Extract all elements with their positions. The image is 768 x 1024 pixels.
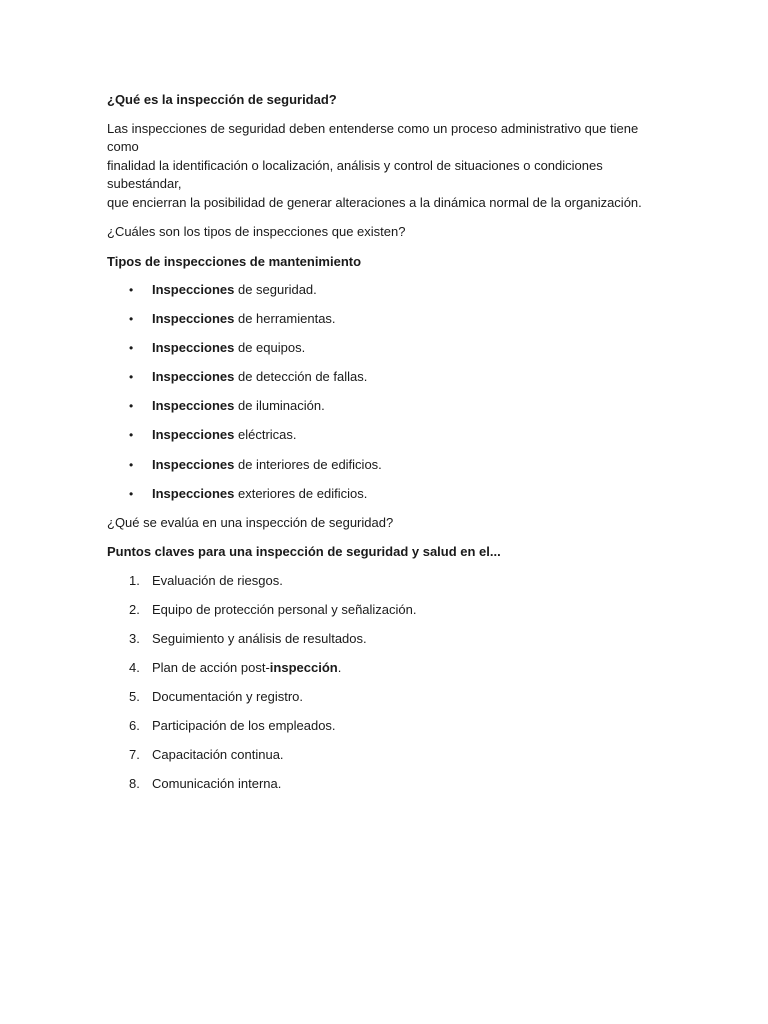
list-item (107, 659, 667, 678)
bullet-icon: • (129, 399, 134, 414)
intro-line: finalidad la identificación o localización, análisis y control de situaciones o condiciones subestándar, (107, 157, 603, 191)
item-bold: inspección (269, 660, 338, 676)
key-points-list (107, 572, 667, 794)
item-text: Seguimiento y análisis de resultados. (152, 630, 367, 646)
list-item (107, 601, 667, 620)
bullet-icon: • (129, 341, 134, 356)
item-number: 7. (129, 747, 140, 763)
item-text: Documentación y registro. (152, 689, 304, 705)
item-text: de detección de fallas. (234, 369, 368, 385)
item-bold: Inspecciones (152, 282, 235, 297)
item-text: de seguridad. (234, 282, 317, 297)
key-points-heading: Puntos claves para una inspección de seguridad y salud en el... (107, 544, 501, 560)
item-text-after: . (337, 660, 342, 676)
list-item (107, 426, 667, 445)
list-item (107, 630, 667, 649)
document-page (107, 91, 667, 805)
list-item (107, 485, 667, 504)
types-heading: Tipos de inspecciones de mantenimiento (107, 253, 362, 269)
item-bold: Inspecciones (152, 427, 235, 443)
intro-paragraph (107, 120, 667, 213)
list-item (107, 775, 667, 794)
list-item (107, 281, 667, 300)
item-number: 2. (129, 601, 140, 617)
list-item (107, 688, 667, 707)
item-text: de interiores de edificios. (234, 456, 382, 472)
question-evaluate: ¿Qué se evalúa en una inspección de seguridad? (107, 514, 394, 530)
item-bold: Inspecciones (152, 340, 235, 356)
item-bold: Inspecciones (152, 398, 235, 414)
question-types: ¿Cuáles son los tipos de inspecciones que existen? (107, 224, 406, 239)
item-text: Comunicación interna. (152, 776, 282, 792)
item-text: eléctricas. (234, 427, 297, 443)
list-item (107, 368, 667, 387)
list-item (107, 746, 667, 765)
bullet-icon: • (129, 370, 134, 385)
item-bold: Inspecciones (152, 485, 235, 501)
bullet-icon: • (129, 486, 134, 501)
bullet-icon: • (129, 312, 134, 327)
item-text: Plan de acción post- (152, 660, 270, 676)
list-item (107, 572, 667, 591)
intro-line: Las inspecciones de seguridad deben entenderse como un proceso administrativo que tiene como (107, 120, 639, 154)
item-text: Equipo de protección personal y señalización. (152, 601, 417, 617)
item-number: 1. (129, 572, 140, 588)
item-text: Evaluación de riesgos. (152, 572, 283, 588)
item-bold: Inspecciones (152, 369, 235, 385)
item-number: 3. (129, 630, 140, 646)
list-item (107, 397, 667, 416)
bullet-icon: • (129, 283, 134, 297)
item-text: exteriores de edificios. (234, 485, 368, 501)
item-text: de iluminación. (234, 398, 325, 414)
item-number: 8. (129, 776, 140, 792)
item-number: 5. (129, 689, 140, 705)
item-bold: Inspecciones (152, 311, 235, 327)
item-text: de equipos. (234, 340, 306, 356)
list-item (107, 717, 667, 736)
intro-line: que encierran la posibilidad de generar alteraciones a la dinámica normal de la organización. (107, 194, 642, 210)
item-text: Participación de los empleados. (152, 718, 336, 734)
bullet-icon: • (129, 428, 134, 443)
types-list (107, 281, 667, 503)
item-number: 4. (129, 660, 140, 676)
list-item (107, 456, 667, 475)
item-bold: Inspecciones (152, 456, 235, 472)
document-title: ¿Qué es la inspección de seguridad? (107, 92, 337, 107)
item-number: 6. (129, 718, 140, 734)
bullet-icon: • (129, 457, 134, 472)
list-item (107, 310, 667, 329)
item-text: de herramientas. (234, 311, 336, 327)
item-text: Capacitación continua. (152, 747, 284, 763)
list-item (107, 339, 667, 358)
